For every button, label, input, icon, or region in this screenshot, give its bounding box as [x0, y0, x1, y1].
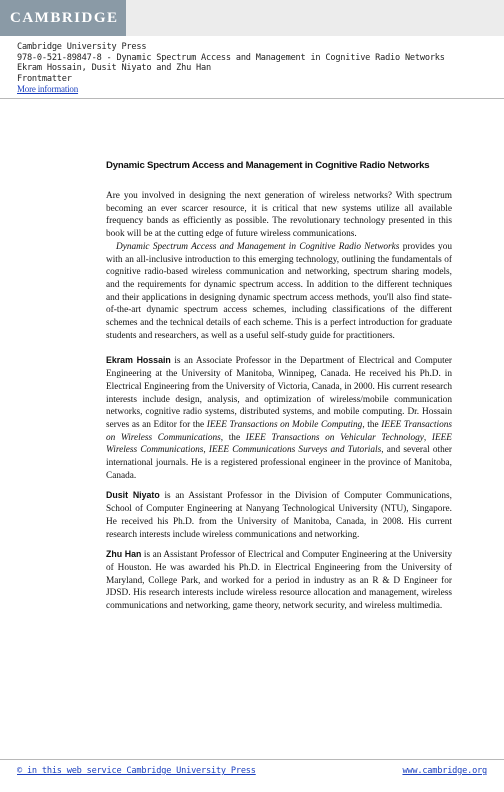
publisher-line: Cambridge University Press: [17, 42, 147, 52]
more-information-link[interactable]: More information: [17, 84, 79, 95]
author-name-niyato: Dusit Niyato: [106, 490, 160, 501]
bio-hossain: Ekram Hossain is an Associate Professor in the Department of Electrical and Computer Engineering at the University of Manitoba, Winnipeg, Canada. He received his Ph.D. in Electrical Engineering from the University of Victoria, Canada, in 2000. His current research interests include design, analysis, and optimization of wireless/mobile communication networks, cognitive radio systems, distributed systems, and mobile computing. Dr. Hossain serves as an Editor for the IEEE Transactions on Mobile Computing, the IEEE Transactions on Wireless Communications, the IEEE Transactions on Vehicular Technology, IEEE Wireless Communications, IEEE Communications Surveys and Tutorials, and several other international journals. He is a registered professional engineer in the province of Manitoba, Canada.: [106, 355, 452, 481]
cambridge-logo: CAMBRIDGE: [0, 0, 126, 36]
bottom-divider: [0, 759, 504, 760]
author-name-hossain: Ekram Hossain: [106, 355, 171, 366]
bio-niyato: Dusit Niyato is an Assistant Professor in the Division of Computer Communications, School of Computer Engineering at Nanyang Technological University (NTU), Singapore. He received his Ph.D. from the University of Manitoba, Canada, in 2008. His current research interests include wireless communications and networking.: [106, 490, 452, 540]
copyright-link[interactable]: © in this web service Cambridge University Press: [17, 766, 256, 776]
intro-paragraph: Are you involved in designing the next generation of wireless networks? With spectrum becoming an ever scarcer resource, it is critical that new systems utilize all available frequency bands as efficiently as possible. The revolutionary technology presented in this book will be at the cutting edge of future wireless communications.: [106, 191, 452, 240]
top-divider: [0, 98, 504, 99]
overview-paragraph: Dynamic Spectrum Access and Management in Cognitive Radio Networks provides you with an all-inclusive introduction to this emerging technology, outlining the fundamentals of cognitive radio-based wireless communication and networking, spectrum sharing models, and the requirements for dynamic spectrum access. In addition to the different techniques and their applications in designing dynamic spectrum access methods, you'll also find state-of-the-art dynamic spectrum access schemes, including classifications of the different schemes and the technical details of each scheme. This is a perfect introduction for graduate students and researchers, as well as a useful self-study guide for practitioners.: [106, 241, 452, 341]
main-content: [106, 160, 452, 613]
isbn-title-line: 978-0-521-89847-8 - Dynamic Spectrum Access and Management in Cognitive Radio Networks: [17, 52, 445, 63]
author-name-han: Zhu Han: [106, 549, 142, 560]
book-title-inline: Dynamic Spectrum Access and Management in Cognitive Radio Networks: [116, 241, 400, 252]
website-link[interactable]: www.cambridge.org: [402, 766, 487, 776]
section-line: Frontmatter: [17, 73, 72, 84]
bio-han: Zhu Han is an Assistant Professor of Electrical and Computer Engineering at the University of Houston. He was awarded his Ph.D. in Electrical Engineering from the University of Maryland, College Park, and worked for a period in industry as an R & D Engineer for JDSD. His research interests include wireless resource allocation and management, wireless communications and networking, game theory, network security, and wireless multimedia.: [106, 549, 453, 612]
header-info: [17, 42, 445, 96]
book-title: Dynamic Spectrum Access and Management in Cognitive Radio Networks: [106, 160, 430, 171]
authors-line: Ekram Hossain, Dusit Niyato and Zhu Han: [17, 63, 211, 74]
